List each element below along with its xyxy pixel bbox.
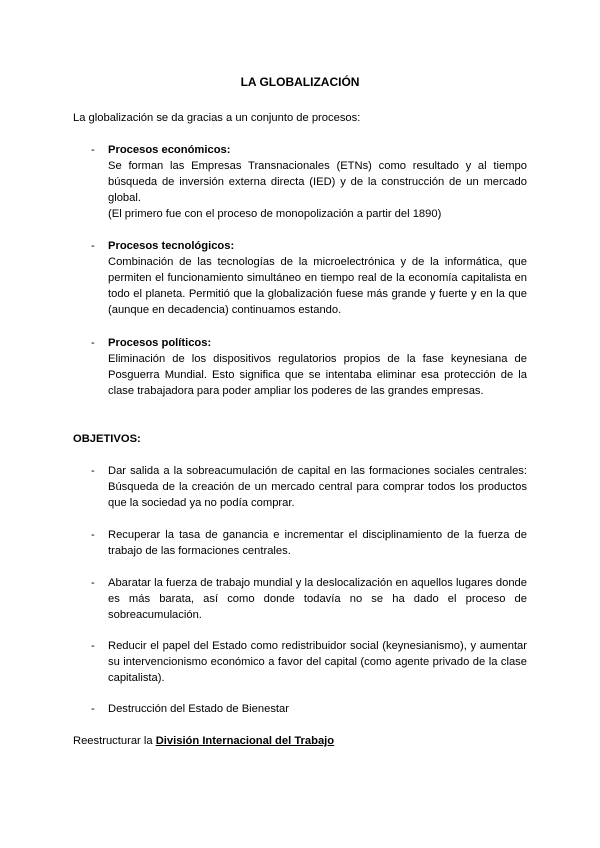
process-heading: Procesos políticos: [108, 337, 212, 349]
process-heading: Procesos tecnológicos: [108, 240, 235, 252]
bullet-dash: - [91, 703, 95, 715]
bullet-dash: - [91, 529, 95, 541]
objective-text: Destrucción del Estado de Bienestar [108, 703, 289, 715]
process-description: Eliminación de los dispositivos regulatorios propios de la fase keynesiana de Posguerra Mundial. Esto significa que se intentaba eliminar esa protección de la clase trabajadora para poder ampliar los poderes de las grandes empresas. [108, 353, 527, 397]
bullet-dash: - [91, 640, 95, 652]
process-technological [91, 238, 527, 318]
closing-prefix: Reestructurar la [73, 735, 156, 747]
process-description: Combinación de las tecnologías de la microelectrónica y de la informática, que permiten el funcionamiento simultáneo en tiempo real de la economía capitalista en todo el planeta. Permitió que la globalización fuese más grande y fuerte y en la que (aunque en decadencia) continuamos estando. [108, 256, 527, 316]
intro-paragraph: La globalización se da gracias a un conjunto de procesos: [73, 112, 361, 124]
objective-text: Dar salida a la sobreacumulación de capital en las formaciones sociales centrales: Búsqueda de la creación de un mercado central para comprar todos los productos que la sociedad ya no podía comprar. [108, 465, 527, 509]
closing-emphasis: División Internacional del Trabajo [155, 735, 335, 747]
closing-line [73, 733, 334, 749]
process-body [108, 158, 527, 222]
bullet-dash: - [91, 465, 95, 477]
process-description: Se forman las Empresas Transnacionales (ETNs) como resultado y al tiempo búsqueda de inversión externa directa (IED) y de la construcción de un mercado global. [108, 160, 527, 204]
process-body [108, 351, 527, 399]
document-title: LA GLOBALIZACIÓN [240, 75, 360, 89]
bullet-dash: - [91, 337, 95, 349]
objective-text: Reducir el papel del Estado como redistribuidor social (keynesianismo), y aumentar su intervencionismo económico a favor del capital (como agente privado de la clase capitalista). [108, 640, 527, 684]
objective-text: Recuperar la tasa de ganancia e incrementar el disciplinamiento de la fuerza de trabajo de las formaciones centrales. [108, 529, 527, 557]
process-body [108, 254, 527, 318]
process-heading: Procesos económicos: [108, 144, 231, 156]
objective-text: Abaratar la fuerza de trabajo mundial y la deslocalización en aquellos lugares donde es más barata, así como donde todavía no se ha dado el proceso de sobreacumulación. [108, 577, 527, 621]
process-economic [91, 142, 527, 222]
process-political [91, 335, 527, 415]
objectives-heading: OBJETIVOS: [73, 433, 141, 445]
bullet-dash: - [91, 240, 95, 252]
process-note: (El primero fue con el proceso de monopolización a partir del 1890) [108, 208, 442, 220]
bullet-dash: - [91, 144, 95, 156]
bullet-dash: - [91, 577, 95, 589]
